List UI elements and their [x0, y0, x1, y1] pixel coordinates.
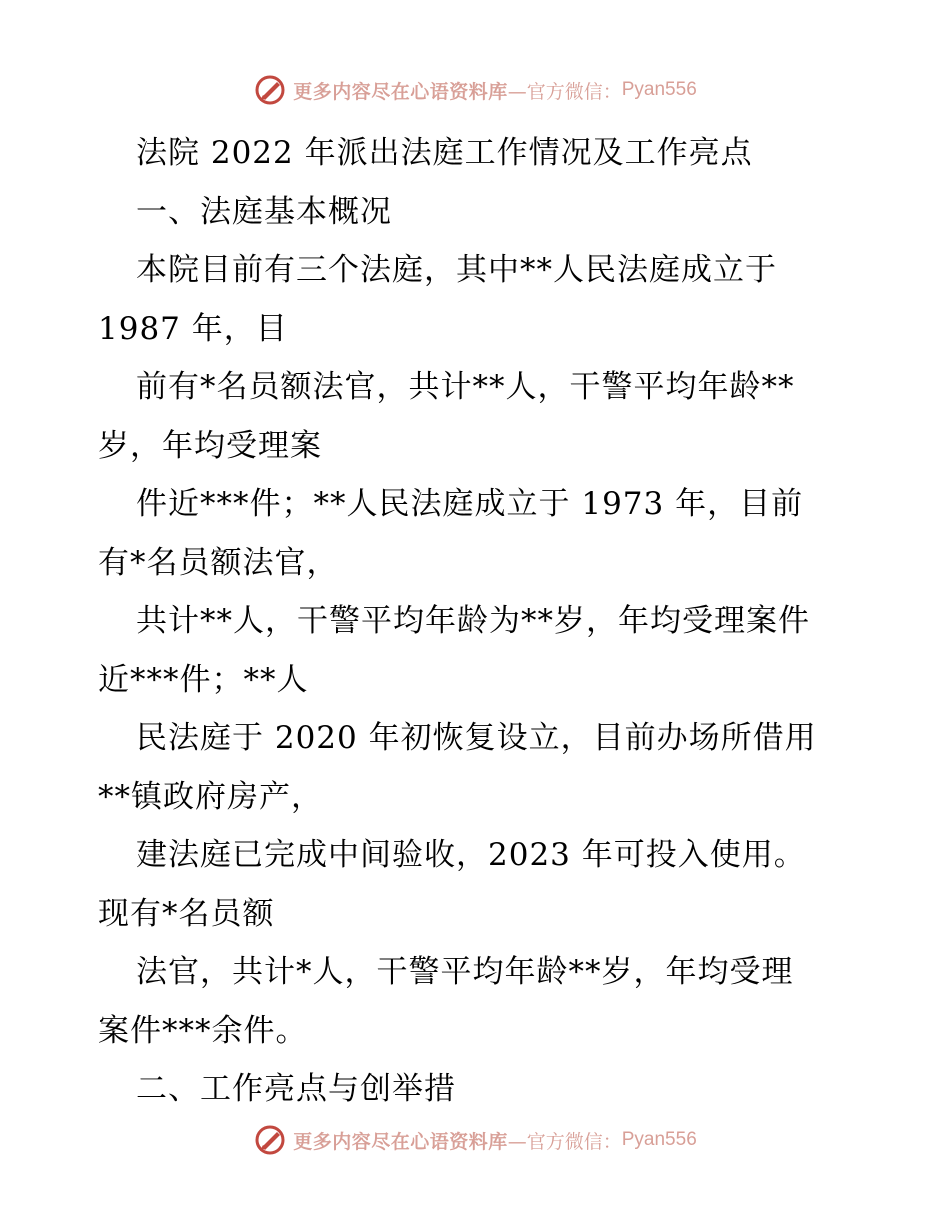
document-body [98, 124, 858, 1119]
pen-circle-logo-icon [253, 1123, 287, 1157]
paragraph-line: 案件***余件。 [98, 1012, 308, 1049]
paragraph-line: 件近***件；**人民法庭成立于 1973 年，目前 [136, 486, 804, 522]
paragraph-line: 1987 年，目 [98, 310, 288, 347]
footer-watermark-banner [0, 1120, 950, 1160]
section-heading-1: 一、法庭基本概况 [136, 193, 392, 230]
banner-wechat-id: Pyan556 [621, 1129, 697, 1150]
paragraph-line: 有*名员额法官， [98, 544, 339, 581]
document-title: 法院 2022 年派出法庭工作情况及工作亮点 [136, 135, 753, 171]
paragraph-line: 岁，年均受理案 [98, 427, 322, 464]
paragraph-line: 近***件；**人 [98, 661, 309, 698]
paragraph-line: 建法庭已完成中间验收，2023 年可投入使用。 [136, 837, 806, 873]
banner-wechat-id: Pyan556 [621, 79, 697, 100]
paragraph-line: 现有*名员额 [98, 895, 275, 932]
banner-separator: —官方微信： [507, 80, 622, 103]
paragraph-line: 本院目前有三个法庭，其中**人民法庭成立于 [136, 252, 777, 288]
banner-title: 更多内容尽在心语资料库 [293, 1130, 508, 1153]
section-heading-2: 二、工作亮点与创举措 [136, 1071, 456, 1107]
paragraph-line: **镇政府房产， [98, 778, 323, 815]
paragraph-line: 民法庭于 2020 年初恢复设立，目前办场所借用 [136, 720, 817, 756]
pen-circle-logo-icon [253, 73, 287, 107]
paragraph-line: 前有*名员额法官，共计**人，干警平均年龄** [136, 369, 795, 405]
header-watermark-banner [0, 70, 950, 110]
paragraph-line: 法官，共计*人，干警平均年龄**岁，年均受理 [136, 954, 794, 990]
banner-separator: —官方微信： [507, 1130, 622, 1153]
banner-title: 更多内容尽在心语资料库 [293, 80, 508, 103]
paragraph-line: 共计**人，干警平均年龄为**岁，年均受理案件 [136, 603, 810, 639]
